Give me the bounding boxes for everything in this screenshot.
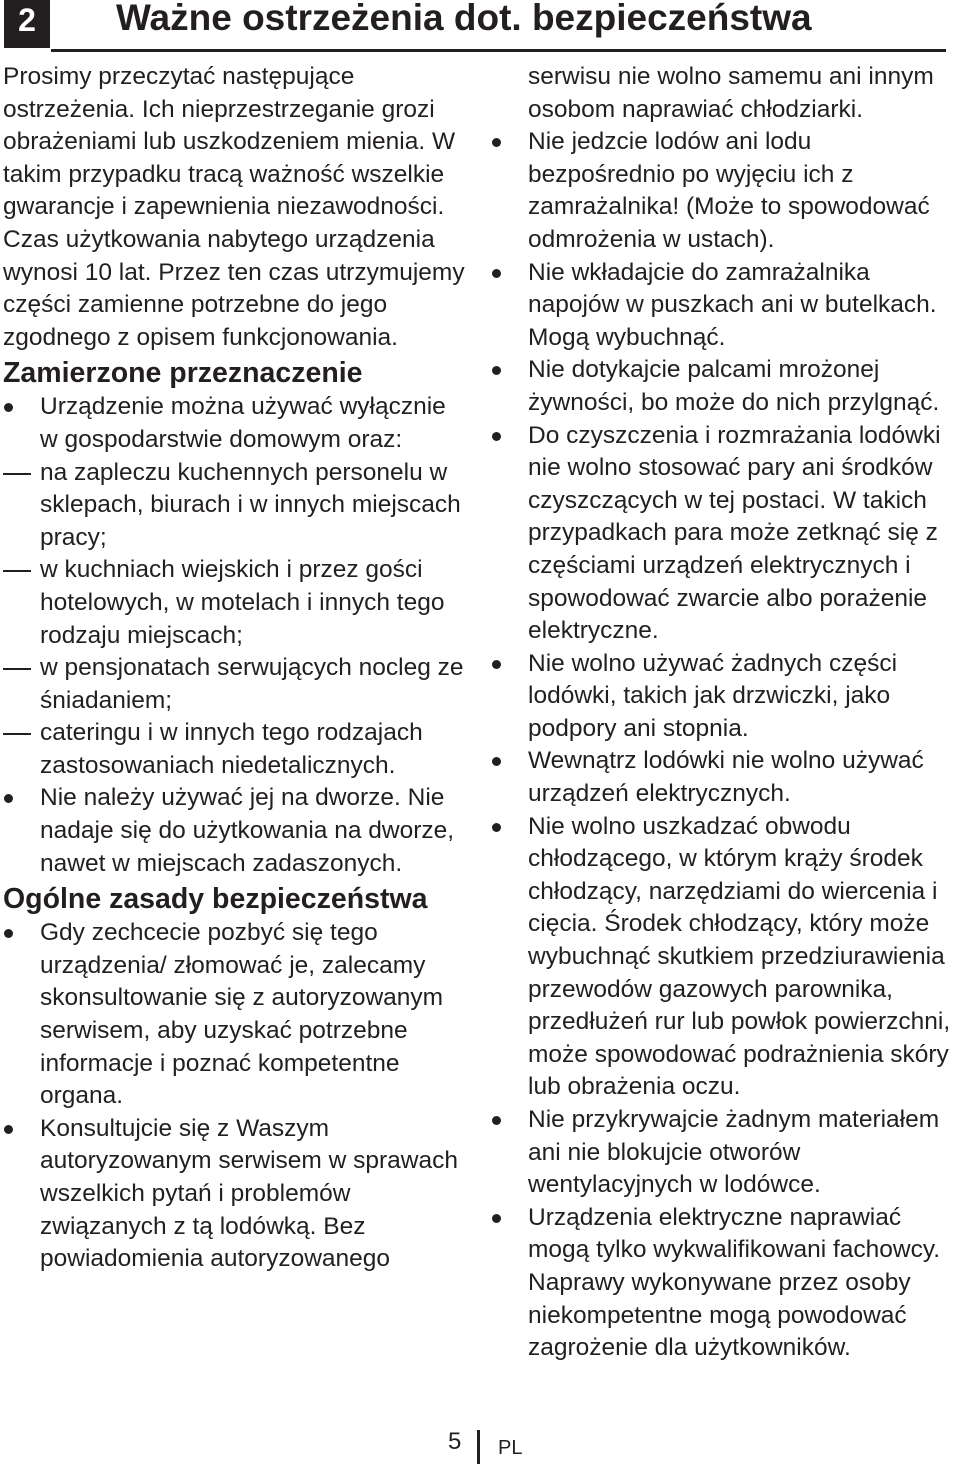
bullet-marker <box>492 823 501 832</box>
bullet-marker <box>492 1214 501 1223</box>
dash-marker <box>3 570 31 572</box>
list-item-continuation <box>491 61 960 126</box>
list-item <box>3 391 465 456</box>
bullet-marker <box>492 660 501 669</box>
list-item <box>3 457 465 555</box>
bullet-marker <box>4 403 13 412</box>
section-heading-intended-use: Zamierzone przeznaczenie <box>3 357 363 390</box>
list-item-text: serwisu nie wolno samemu ani innym osobom naprawiać chłodziarki. <box>528 63 934 123</box>
page-title: Ważne ostrzeżenia dot. bezpieczeństwa <box>116 0 812 38</box>
dash-marker <box>3 473 31 475</box>
language-code: PL <box>498 1437 523 1459</box>
list-item <box>3 1113 465 1276</box>
bullet-marker <box>4 794 13 803</box>
list-item <box>3 554 465 652</box>
intro-paragraph: Czas użytkowania nabytego urządzenia wynosi 10 lat. Przez ten czas utrzymujemy części zamienne potrzebne do jego zgodnego z opisem funkcjonowania. <box>3 225 465 351</box>
intro-paragraph: Prosimy przeczytać następujące ostrzeżenia. Ich nieprzestrzeganie grozi obrażeniami lub uszkodzeniem mienia. W takim przypadku tracą ważność wszelkie gwarancje i zapewnienia niezawodności. <box>3 63 456 221</box>
list-item-text: cateringu i w innych tego rodzajach zastosowaniach niedetalicznych. <box>40 719 423 779</box>
bullet-marker <box>4 929 13 938</box>
bullet-marker <box>492 138 501 147</box>
bullet-marker <box>4 1125 13 1134</box>
right-column <box>491 61 960 1365</box>
list-item <box>491 126 960 256</box>
bullet-marker <box>492 366 501 375</box>
list-item-text: w kuchniach wiejskich i przez gości hotelowych, w motelach i innych tego rodzaju miejscach; <box>40 556 445 649</box>
page-number: 5 <box>448 1428 462 1455</box>
list-item <box>491 811 960 1104</box>
dash-marker <box>3 733 31 735</box>
footer-divider <box>477 1430 480 1464</box>
bullet-marker <box>492 757 501 766</box>
left-column <box>3 61 465 1276</box>
header-rule <box>51 49 946 52</box>
bullet-marker <box>492 1116 501 1125</box>
list-item-text: Do czyszczenia i rozmrażania lodówki nie wolno stosować pary ani środków czyszczących w tej postaci. W takich przypadkach para może zetknąć się z częściami urządzeń elektrycznych i spowodować zwarcie albo porażenie elektryczne. <box>528 421 941 645</box>
list-item-text: Nie przykrywajcie żadnym materiałem ani nie blokujcie otworów wentylacyjnych w lodówce. <box>528 1106 940 1199</box>
bullet-marker <box>492 432 501 441</box>
list-item <box>491 648 960 746</box>
safety-warnings-list <box>491 61 960 1365</box>
list-item <box>3 917 465 1113</box>
list-item-text: Urządzenie można używać wyłącznie w gospodarstwie domowym oraz: <box>40 393 446 453</box>
general-safety-list <box>3 917 465 1276</box>
chapter-number-badge: 2 <box>4 0 50 48</box>
list-item-text: Nie dotykajcie palcami mrożonej żywności, bo może do nich przylgnąć. <box>528 356 940 416</box>
list-item-text: Wewnątrz lodówki nie wolno używać urządzeń elektrycznych. <box>528 747 924 808</box>
list-item-text: Gdy zechcecie pozbyć się tego urządzenia/ złomować je, zalecamy skonsultowanie się z autoryzowanym serwisem, aby uzyskać potrzebne informacje i poznać kompetentne organa. <box>40 919 444 1110</box>
list-item <box>3 717 465 782</box>
list-item-text: w pensjonatach serwujących nocleg ze śniadaniem; <box>40 654 464 714</box>
list-item <box>491 354 960 419</box>
page-header <box>0 0 946 52</box>
list-item-text: Konsultujcie się z Waszym autoryzowanym serwisem w sprawach wszelkich pytań i problemów związanych z tą lodówką. Bez powiadomienia autoryzowanego <box>40 1114 458 1273</box>
section-heading-general-safety: Ogólne zasady bezpieczeństwa <box>3 883 428 916</box>
list-item <box>491 1104 960 1202</box>
list-item-text: Nie jedzcie lodów ani lodu bezpośrednio po wyjęciu ich z zamrażalnika! (Może to spowodować odmrożenia w ustach). <box>528 128 930 253</box>
dash-marker <box>3 668 31 670</box>
list-item <box>491 745 960 810</box>
list-item-text: Nie wolno uszkadzać obwodu chłodzącego, w którym krąży środek chłodzący, narzędziami do wiercenia i cięcia. Środek chłodzący, który może wybuchnąć skutkiem przedziurawienia przewodów gazowych parownika, przedłużeń rur lub powłok powierzchni, może spowodować podrażnienia skóry lub obrażenia oczu. <box>528 812 951 1101</box>
list-item-text: Nie wkładajcie do zamrażalnika napojów w puszkach ani w butelkach. Mogą wybuchnąć. <box>528 258 937 351</box>
list-item-text: na zapleczu kuchennych personelu w sklepach, biurach i w innych miejscach pracy; <box>40 458 461 551</box>
list-item <box>491 420 960 648</box>
list-item <box>491 1202 960 1365</box>
list-item <box>3 782 465 880</box>
list-item-text: Nie wolno używać żadnych części lodówki, takich jak drzwiczki, jako podpory ani stopnia. <box>528 649 898 742</box>
list-item-text: Urządzenia elektryczne naprawiać mogą tylko wykwalifikowani fachowcy. Naprawy wykonywane przez osoby niekompetentne mogą powodować zagrożenie dla użytkowników. <box>528 1203 941 1362</box>
list-item <box>491 257 960 355</box>
list-item-text: Nie należy używać jej na dworze. Nie nadaje się do użytkowania na dworze, nawet w miejscach zadaszonych. <box>40 784 455 877</box>
intended-use-list <box>3 391 465 880</box>
bullet-marker <box>492 269 501 278</box>
list-item <box>3 652 465 717</box>
